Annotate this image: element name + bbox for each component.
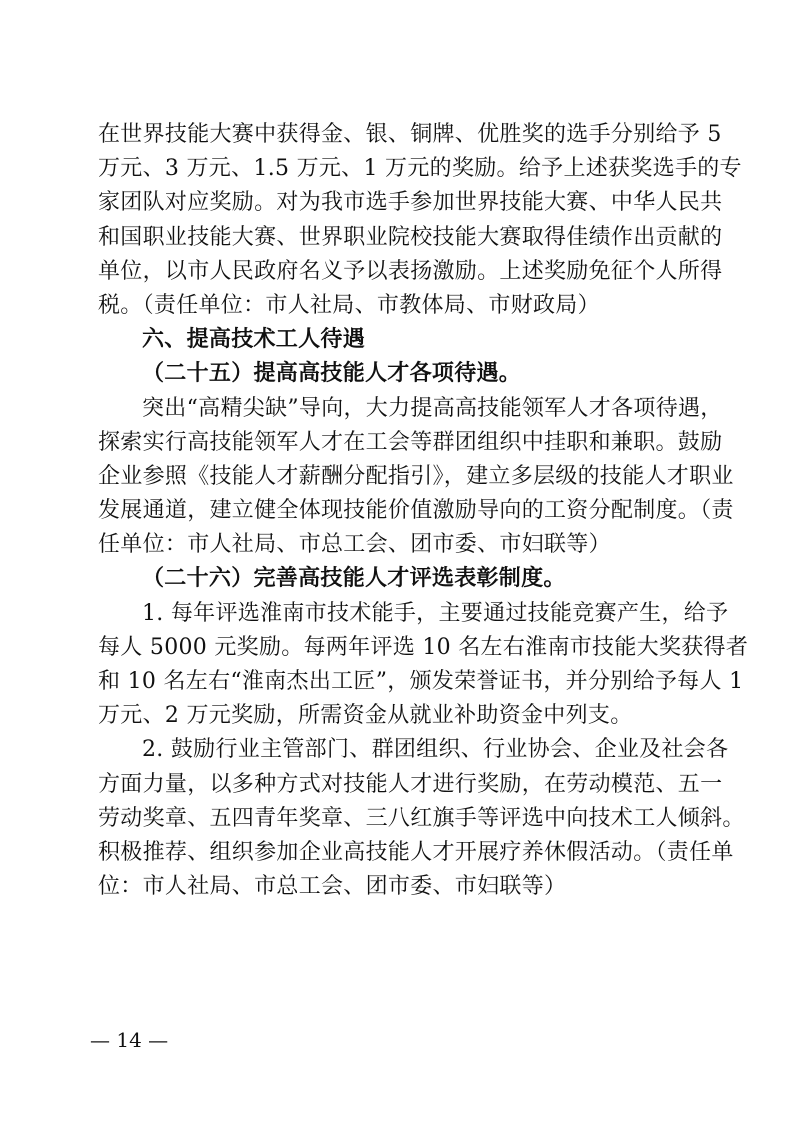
- document-body: [98, 118, 749, 904]
- paragraph-line: 单位，以市人民政府名义予以表扬激励。上述奖励免征个人所得: [98, 258, 723, 284]
- paragraph-line: 任单位：市人社局、市总工会、团市委、市妇联等）: [98, 532, 611, 558]
- paragraph-line: 位：市人社局、市总工会、团市委、市妇联等）: [98, 874, 567, 900]
- paragraph-line: 企业参照《技能人才薪酬分配指引》，建立多层级的技能人才职业: [98, 463, 734, 489]
- paragraph-line: 突出“高精尖缺”导向，大力提高高技能领军人才各项待遇，: [142, 395, 723, 421]
- paragraph-line: 万元、2 万元奖励，所需资金从就业补助资金中列支。: [98, 703, 633, 729]
- paragraph-line: 劳动奖章、五四青年奖章、三八红旗手等评选中向技术工人倾斜。: [98, 805, 745, 831]
- paragraph-line: 每人 5000 元奖励。每两年评选 10 名左右淮南市技能大奖获得者: [98, 634, 749, 660]
- item-heading-25: （二十五）提高高技能人才各项待遇。: [142, 361, 522, 387]
- paragraph-line: 1. 每年评选淮南市技术能手，主要通过技能竞赛产生，给予: [142, 600, 729, 626]
- paragraph-line: 积极推荐、组织参加企业高技能人才开展疗养休假活动。（责任单: [98, 839, 734, 865]
- section-heading: 六、提高技术工人待遇: [142, 327, 366, 353]
- paragraph-line: 万元、3 万元、1.5 万元、1 万元的奖励。给予上述获奖选手的专: [98, 156, 742, 182]
- page-number: — 14 —: [90, 1028, 169, 1052]
- paragraph-line: 家团队对应奖励。对为我市选手参加世界技能大赛、中华人民共: [98, 190, 723, 216]
- paragraph-line: 探索实行高技能领军人才在工会等群团组织中挂职和兼职。鼓励: [98, 429, 723, 455]
- paragraph-line: 发展通道，建立健全体现技能价值激励导向的工资分配制度。（责: [98, 498, 734, 524]
- paragraph-line: 在世界技能大赛中获得金、银、铜牌、优胜奖的选手分别给予 5: [98, 122, 722, 147]
- paragraph-line: 税。（责任单位：市人社局、市教体局、市财政局）: [98, 292, 600, 318]
- item-heading-26: （二十六）完善高技能人才评选表彰制度。: [142, 566, 566, 592]
- paragraph-line: 方面力量，以多种方式对技能人才进行奖励，在劳动模范、五一: [98, 771, 723, 797]
- paragraph-line: 和 10 名左右“淮南杰出工匠”，颁发荣誉证书，并分别给予每人 1: [98, 669, 744, 694]
- paragraph-line: 2. 鼓励行业主管部门、群团组织、行业协会、企业及社会各: [142, 737, 729, 763]
- paragraph-line: 和国职业技能大赛、世界职业院校技能大赛取得佳绩作出贡献的: [98, 224, 723, 250]
